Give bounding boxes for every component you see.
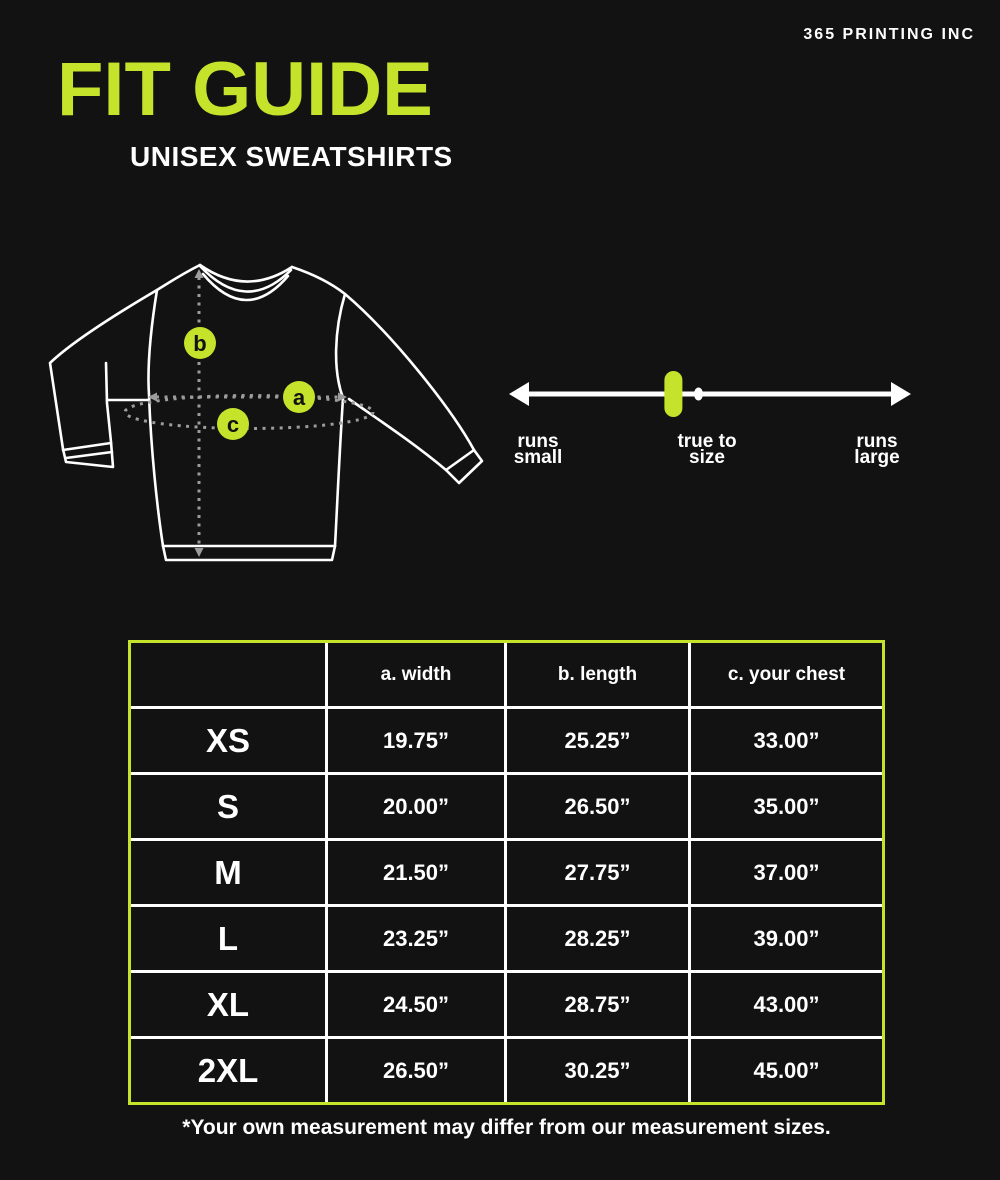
value-cell: 39.00” (691, 907, 882, 970)
col-header-chest: c. your chest (691, 643, 882, 706)
size-cell: 2XL (131, 1039, 325, 1102)
sweatshirt-body-lines (50, 265, 482, 560)
value-cell: 35.00” (691, 775, 882, 838)
value-cell: 24.50” (328, 973, 504, 1036)
value-cell: 20.00” (328, 775, 504, 838)
size-cell: L (131, 907, 325, 970)
brand-name: 365 PRINTING INC (803, 26, 975, 43)
value-cell: 26.50” (328, 1039, 504, 1102)
value-cell: 27.75” (507, 841, 688, 904)
value-cell: 26.50” (507, 775, 688, 838)
fit-scale-marker (664, 371, 682, 417)
value-cell: 19.75” (328, 709, 504, 772)
fit-scale (505, 368, 915, 483)
arrow-left-icon (509, 382, 529, 406)
col-header-width: a. width (328, 643, 504, 706)
marker-c-label: c (226, 412, 240, 437)
col-header-length: b. length (507, 643, 688, 706)
true-to-size-label: true to size (677, 431, 737, 468)
size-cell: S (131, 775, 325, 838)
value-cell: 45.00” (691, 1039, 882, 1102)
col-header-size (131, 643, 325, 706)
sweatshirt-outline (30, 245, 500, 575)
size-table (128, 640, 885, 1105)
sweatshirt-diagram (30, 245, 500, 575)
size-cell: XL (131, 973, 325, 1036)
runs-large-label: runs large (854, 431, 900, 468)
page-subtitle: UNISEX SWEATSHIRTS (130, 141, 453, 172)
fit-scale-arrow (505, 368, 915, 420)
value-cell: 28.25” (507, 907, 688, 970)
value-cell: 43.00” (691, 973, 882, 1036)
arrow-right-icon (891, 382, 911, 406)
footnote: *Your own measurement may differ from our measurement sizes. (182, 1116, 831, 1139)
value-cell: 21.50” (328, 841, 504, 904)
value-cell: 30.25” (507, 1039, 688, 1102)
marker-b-icon (184, 327, 216, 359)
measurement-arrowheads (148, 269, 347, 557)
size-cell: XS (131, 709, 325, 772)
runs-small-label: runs small (513, 431, 563, 468)
page-title: FIT GUIDE (57, 47, 433, 132)
marker-c-icon (217, 408, 249, 440)
value-cell: 25.25” (507, 709, 688, 772)
size-cell: M (131, 841, 325, 904)
fit-scale-center-dot (694, 388, 703, 401)
value-cell: 28.75” (507, 973, 688, 1036)
marker-a-label: a (292, 385, 306, 410)
value-cell: 37.00” (691, 841, 882, 904)
value-cell: 33.00” (691, 709, 882, 772)
marker-b-label: b (193, 331, 207, 356)
value-cell: 23.25” (328, 907, 504, 970)
marker-a-icon (283, 381, 315, 413)
